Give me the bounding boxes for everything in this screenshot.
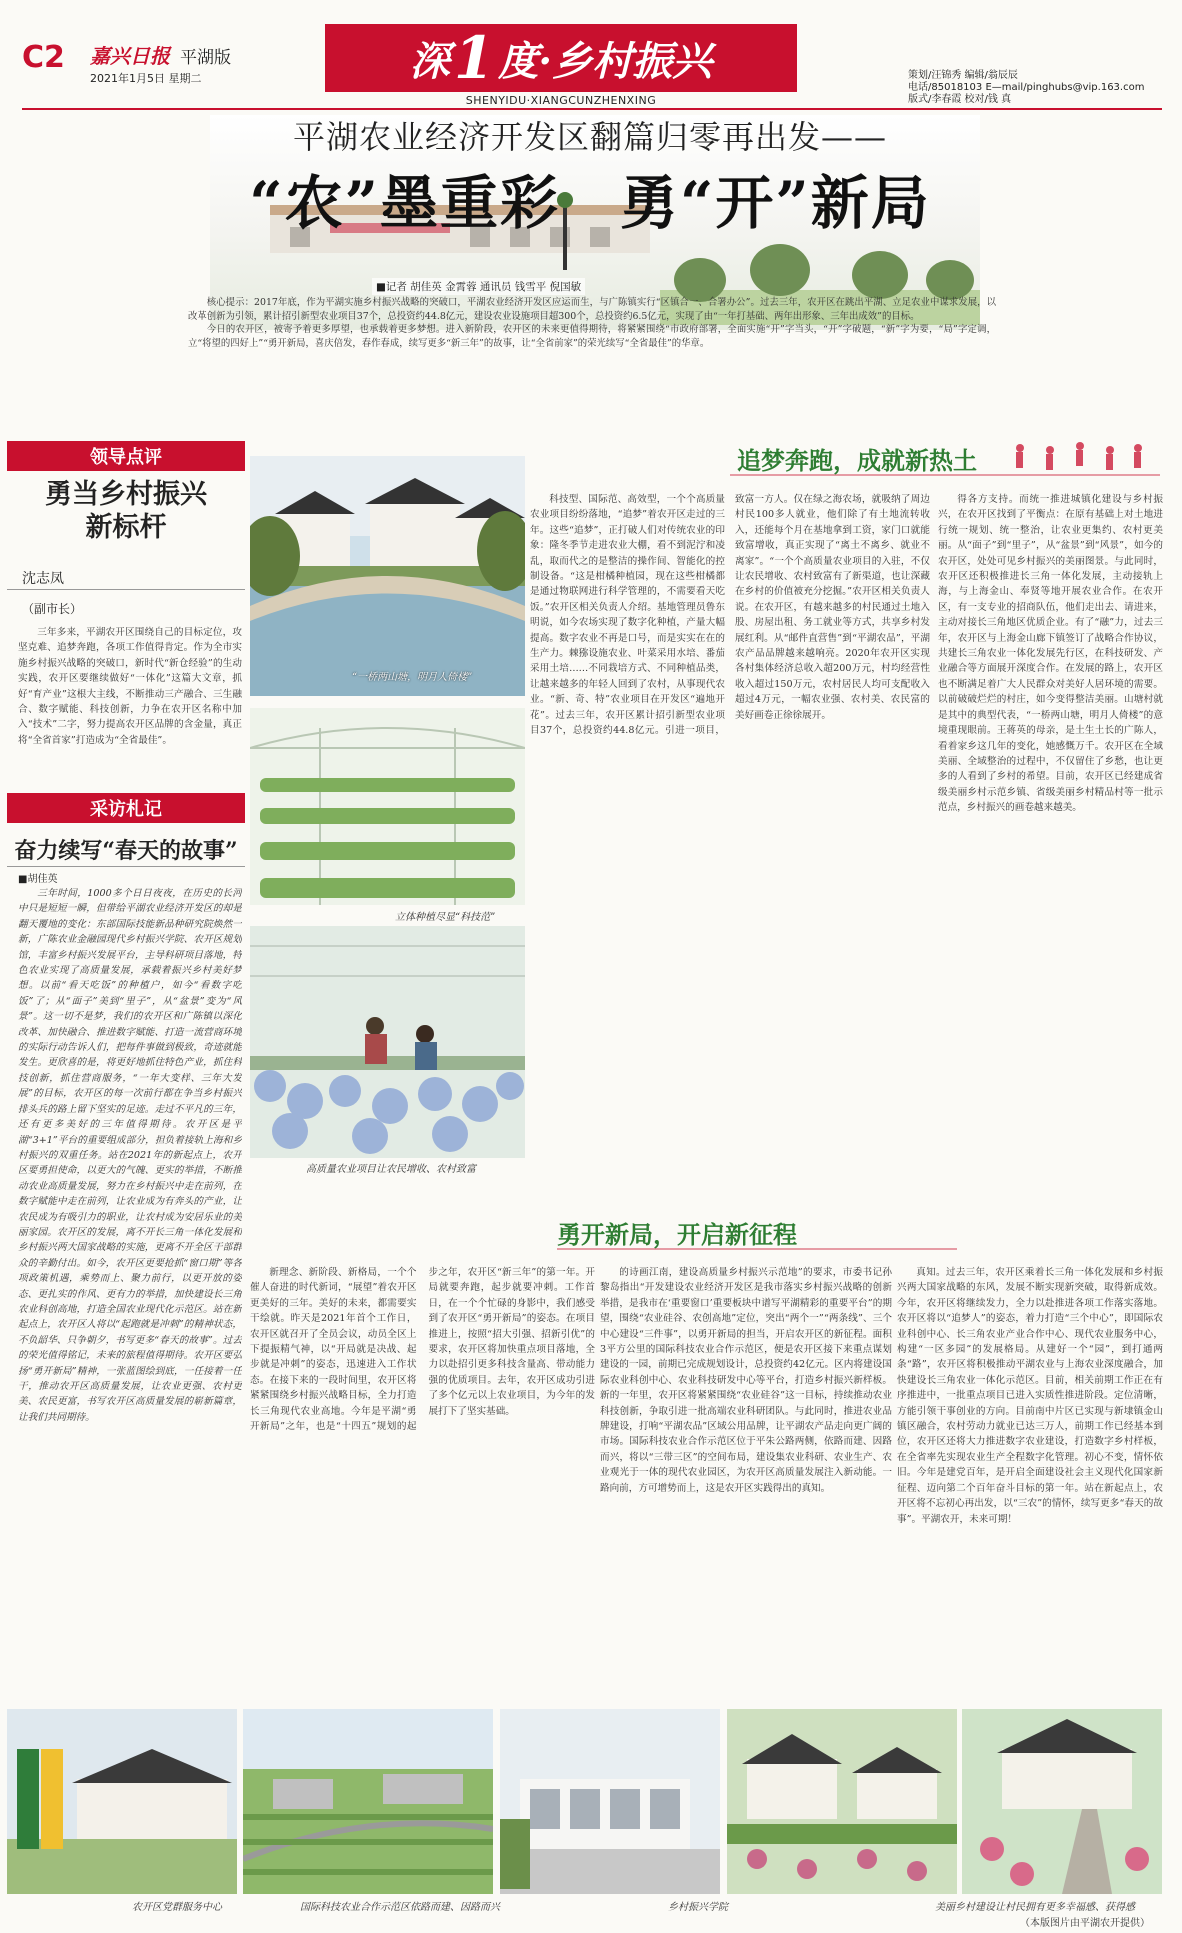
photo-party-service-center xyxy=(7,1709,237,1894)
photo-rural-academy xyxy=(500,1709,720,1894)
header-rule xyxy=(22,108,1162,110)
headline-main: “农”墨重彩 勇“开”新局 xyxy=(249,169,931,237)
article1-body xyxy=(18,625,242,785)
banner-pinyin: SHENYIDU·XIANGCUNZHENXING xyxy=(465,94,657,107)
photo-village-road xyxy=(962,1709,1162,1894)
photo-demo-zone xyxy=(243,1709,493,1894)
headline-kicker: 平湖农业经济开发区翻篇归零再出发—— xyxy=(292,118,887,156)
caption-bottom2: 国际科技农业合作示范区依路而建、因路而兴 xyxy=(300,1902,500,1913)
section-b-body-text: 新理念、新阶段、新格局，一个个催人奋进的时代新词，“展望”着农开区更美好的三年。美好的未来，都需要实干绘就。昨天是2021年首个工作日，农开区就召开了全员会议，动员全区上下提振精气神，以“开局就是决战、起步就是冲刺”的姿态，迅速进入工作状态。在接下来的一段时间里，农开区将紧紧围绕乡村振兴战略目标，全力打造长三角现代农业高地。今年是平湖“勇开新局”之年，也是“十四五”规划的起步之年，农开区“新三年”的第一年。开局就要奔跑，起步就要冲刺。工作首日，在一个个忙碌的身影中，我们感受到了农开区“勇开新局”的姿态。在项目推进上，按照“招大引强、招新引优”的要求，农开区将加快重点项目落地，全力以赴招引更多科技含量高、带动能力强的优质项目。去年，农开区成功引进了多个亿元以上农业项目，为今年的发展打下了坚实基础。 xyxy=(250,1267,595,1433)
credits xyxy=(908,70,1144,106)
section-b-title: 勇开新局，开启新征程 xyxy=(557,1221,797,1249)
section-a-title: 追梦奔跑，成就新热土 xyxy=(737,447,977,475)
section-label-leader xyxy=(7,441,245,471)
summary-p1: 核心提示：2017年底，作为平湖实施乡村振兴战略的突破口，平湖农业经济开发区应运而生，与广陈镇实行“区镇合一、合署办公”。过去三年，农开区在跳出平湖、立足农业中谋求发展，以改革创新为引领，累计招引新型农业项目37个，总投资约44.8亿元，建设农业设施项目超300个，总投资约6.5亿元，实现了由“一年打基础、两年出形象、三年出成效”的目标。 xyxy=(188,297,996,322)
section-a-body-2 xyxy=(938,492,1163,1216)
article2-author: ■胡佳英 xyxy=(18,874,58,885)
photo-credit: （本版图片由平湖农开提供） xyxy=(1020,1918,1150,1929)
credits-line-2: 电话/85018103 E—mail/pinghubs@vip.163.com xyxy=(908,82,1145,93)
article1-title xyxy=(7,478,245,544)
article1-title-line2: 新标杆 xyxy=(85,512,167,543)
section-a-body2-text: 得各方支持。而统一推进城镇化建设与乡村振兴，在农开区找到了平衡点：在原有基础上对土地进行统一规划、统一整治，让农业更集约、农村更美丽。从“面子”到“里子”，从“盆景”到“风景”，如今的农开区，处处可见乡村振兴的美丽图景。与此同时，农开区还积极推进长三角一体化发展，主动接轨上海，与上海金山、奉贤等地开展农业合作。在农开区，有一支专业的招商队伍，他们走出去、请进来，主动对接长三角地区优质企业。有了“融”力，过去三年，农开区与上海金山廊下镇签订了战略合作协议，共建长三角农业一体化发展先行区，在科技研发、产业融合等方面展开深度合作。在发展的路上，农开区也不断满足着广大人民群众对美好人居环境的需要。以前破破烂烂的村庄，如今变得整洁美丽。山塘村就是其中的典型代表，“一桥两山塘，明月人倚楼”的意境重现眼前。王蒋英的母亲，是土生土长的广陈人，看着家乡这几年的变化，她感慨万千。农开区在全域美丽、全域整治的过程中，不仅留住了乡愁，也让更多的人看到了乡村的希望。目前，农开区已经建成省级美丽乡村示范乡镇、省级美丽乡村精品村等一批示范点，乡村振兴的画卷越来越美。 xyxy=(938,494,1163,814)
photo-bridge-village xyxy=(250,456,525,696)
article1-title-line1: 勇当乡村振兴 xyxy=(45,479,207,510)
page-number: C2 xyxy=(22,40,65,75)
credits-line-1: 策划/汪锦秀 编辑/翁辰辰 xyxy=(908,70,1018,81)
caption-bottom3: 乡村振兴学院 xyxy=(668,1902,728,1913)
summary-block xyxy=(188,296,996,376)
headline-byline: ■记者 胡佳英 金霄蓉 通讯员 钱雪平 倪国敏 xyxy=(372,278,585,295)
section-label-notes xyxy=(7,793,245,823)
section-b-body-3 xyxy=(897,1265,1163,1705)
section-b-body xyxy=(250,1265,595,1705)
section-a-body xyxy=(530,492,930,1216)
photo-beautiful-village xyxy=(727,1709,957,1894)
article2-body xyxy=(18,886,242,1662)
section-b-body-2 xyxy=(600,1265,892,1705)
banner-title-pre: 深 xyxy=(409,37,450,85)
caption-photo1: “一桥两山塘，明月人倚楼” xyxy=(352,672,473,683)
summary-p2: 今日的农开区，被寄予着更多厚望，也承载着更多梦想。进入新阶段，农开区的未来更值得期待，将紧紧围绕“市政府部署，全面实施“开”字当头，“开”字破题，“新”字为要，“局”字定调，立“将望的四好上”“勇开新局，喜庆倍发，春作春成，续写更多“新三年”的故事，让“全省前家”的荣光续写“全省最佳”的华章。 xyxy=(188,324,996,349)
photo-hydrangea-farm xyxy=(250,926,525,1158)
section-a-body-text: 科技型、国际范、高效型，一个个高质量农业项目纷纷落地，“追梦”着农开区走过的三年。这些“追梦”，正打破人们对传统农业的印象：隆冬季节走进农业大棚，看不到泥泞和凌乱，取而代之的是整洁的操作间、智能化的控制设备。“这是柑橘种植园，现在这些柑橘都是通过物联网进行科学管理的，不需要看天吃饭。”农开区相关负责人介绍。基地管理员鲁东明说，如今农场实现了数字化种植，产量大幅提高。数字农业不再是口号，而是实实在在的生产力。棘猕设施农业、叶菜采用水培、番茄采用土培……不同栽培方式、不同种植品类，让越来越多的年轻人回到了农村，从事现代农业。“新、奇、特”农业项目在开发区“遍地开花”。过去三年，农开区累计招引新型农业项目37个，总投资约44.8亿元。引进一项目，致富一方人。仅在绿之海农场，就吸纳了周边村民100多人就业，他们除了有土地流转收入，还能每个月在基地拿到工资，家门口就能致富增收，真正实现了“离土不离乡、就业不离家”。“一个个高质量农业项目的入驻，不仅让农民增收、农村致富有了新渠道，也让深藏在乡村的价值被充分挖掘。”农开区相关负责人说。在农开区，有越来越多的村民通过土地入股、房屋出租、务工就业等方式，共享乡村发展红利。从“邮件直营售”到“平湖农品”，平湖农产品品牌越来越响亮。2020年农开区实现各村集体经济总收入超200万元，村均经营性收入超过150万元，农村居民人均可支配收入超过4万元，一幅农业强、农村美、农民富的美好画卷正徐徐展开。 xyxy=(530,494,930,737)
article1-author: 沈志凤 xyxy=(22,571,64,587)
page-header xyxy=(0,0,1182,108)
paper-edition: 平湖版 xyxy=(180,48,231,68)
banner-title-post: 度·乡村振兴 xyxy=(498,37,713,85)
divider-left-2 xyxy=(7,866,245,867)
article2-body-text: 三年时间，1000多个日日夜夜，在历史的长河中只是短短一瞬，但带给平湖农业经济开发区的却是翻天覆地的变化：东部国际技能新品种研究院焕然一新，广陈农业金融园现代乡村振兴学院、农开区规划馆，丰富乡村振兴发展平台，主导科研项目落地，特色农业实现了高质量发展，承载着振兴乡村美好梦想。以前“看天吃饭”的种植户，如今“看数字吃饭”了；从“面子”美到“里子”，从“盆景”变为“风景”。这一切不是梦，我们的农开区和广陈镇以深化改革、加快融合、推进数字赋能、打造一流营商环境的实际行动告诉人们，把每件事做到极致，奇迹就能发生。更欣喜的是，将更好地抓住特色产业，抓住科技创新，抓住营商服务，“一年大变样、三年大发展”的目标，农开区的每一次前行都在争当乡村振兴排头兵的路上留下坚实的足迹。走过不平凡的三年，还有更多美好的三年值得期待。农开区是平湖“3+1”平台的重要组成部分，担负着接轨上海和乡村振兴的双重任务。站在2021年的新起点上，农开区要勇担使命，以更大的气魄、更实的举措，不断推动农业高质量发展，努力在乡村振兴中走在前列，在数字赋能中走在前列，让农业成为有奔头的产业，让农民成为有吸引力的职业，让农村成为安居乐业的美丽家园。农开区的发展，离不开长三角一体化发展和乡村振兴两大国家战略的实施，更离不开全区干部群众的辛勤付出。如今，农开区更要抢抓“窗口期”等各项政策机遇，乘势而上、聚力前行，以更开放的姿态、更扎实的作风、更有力的举措，加快建设长三角农业科创高地，打造全国农业现代化示范区。站在新起点上，农开区人将以“起跑就是冲刺”的精神状态，不负韶华、只争朝夕，书写更多“春天的故事”。过去的荣光值得铭记，未来的旅程值得期待。农开区要弘扬“勇开新局”精神，一张蓝图绘到底，一任接着一任干，推动农开区高质量发展，让农业更强、农村更美、农民更富，书写农开区高质量发展的崭新篇章，让我们共同期待。 xyxy=(18,888,242,1423)
divider-left-1 xyxy=(7,589,245,590)
credits-line-3: 版式/李春霞 校对/钱 真 xyxy=(908,94,1012,105)
caption-bottom4: 美丽乡村建设让村民拥有更多幸福感、获得感 xyxy=(935,1902,1135,1913)
caption-bottom1: 农开区党群服务中心 xyxy=(132,1902,222,1913)
caption-photo2: 立体种植尽显“科技范” xyxy=(395,912,496,923)
paper-name: 嘉兴日报 xyxy=(90,44,170,68)
section-label-leader-text: 领导点评 xyxy=(90,447,162,468)
article1-body-text: 三年多来，平湖农开区围绕自己的目标定位，攻坚克难、追梦奔跑，各项工作值得肯定。作为全市实施乡村振兴战略的突破口，新时代“新仓经验”的生动实践，农开区要继续做好“一体化”这篇大文章，抓好“育产业”这根大主线，不断推动三产融合、三生融合、数字赋能、科技创新，力争在农开区名称中加入“技术”二字，努力提高农开区品牌的含金量，真正将“全省首家”打造成为“全省最佳”。 xyxy=(18,627,242,746)
photo-greenhouse xyxy=(250,708,525,905)
section-b-body3-text: 真知。过去三年，农开区乘着长三角一体化发展和乡村振兴两大国家战略的东风，发展不断实现新突破，取得新成效。今年，农开区将继续发力，全力以赴推进各项工作落实落地。农开区将以“追梦人”的姿态，着力打造“三个中心”，即国际农业科创中心、长三角农业产业合作中心、现代农业服务中心，构建“一区多园”的发展格局。从建好一个“园”，到打通两条“路”，农开区将积极推动平湖农业与上海农业深度融合，加快建设长三角农业一体化示范区。目前，相关前期工作正在有序推进中，一批重点项目已进入实质性推进阶段。定位清晰，方能引领干事创业的方向。目前南中片区已实现与新埭镇金山镇区融合，农村劳动力就业已达三万人，前期工作已经基本到位，农开区还将大力推进数字农业建设，打造数字乡村样板，在全省率先实现农业生产全程数字化管理。初心不变，情怀依旧。今年是建党百年，是开启全面建设社会主义现代化国家新征程、迈向第二个百年奋斗目标的第一年。站在新起点上，农开区将不忘初心再出发，以“三农”的情怀，续写更多“春天的故事”。平湖农开，未来可期！ xyxy=(897,1267,1163,1525)
section-label-notes-text: 采访札记 xyxy=(90,799,162,820)
caption-photo3: 高质量农业项目让农民增收、农村致富 xyxy=(306,1164,476,1175)
page-date: 2021年1月5日 星期二 xyxy=(90,72,202,85)
section-b-rule xyxy=(557,1248,957,1250)
banner-box xyxy=(325,24,797,92)
banner-title-num: 1 xyxy=(453,24,495,92)
article1-role: （副市长） xyxy=(22,602,83,616)
article2-title: 奋力续写“春天的故事” xyxy=(14,838,238,864)
section-b-body2-text: 的诗画江南，建设高质量乡村振兴示范地”的要求，市委书记孙黎岛指出“开发建设农业经济开发区是我市落实乡村振兴战略的创新举措，是我市在‘重要窗口’重要板块中谱写平湖精彩的重要平台”的期望，围绕“农业硅谷、农创高地”定位，突出“两个一”“两条线”、三个中心建设“三件事”，以勇开新局的担当，开启农开区的新征程。面积3平方公里的国际科技农业合作示范区，便是农开区接下来重点谋划建设的一园，前期已完成规划设计，总投资约42亿元。区内将建设国际农业科创中心、农业科技研发中心等平台，打造乡村振兴新样板。新的一年里，农开区将紧紧围绕“农业硅谷”这一目标，持续推动农业科技创新，争取引进一批高端农业科研团队。与此同时，推进农业品牌建设，打响“平湖农品”区域公用品牌，让平湖农产品走向更广阔的市场。国际科技农业合作示范区位于平朱公路两侧，依路而建、因路而兴，将以“三带三区”的空间布局，建设集农业科研、农业生产、农业观光于一体的现代农业园区，为农开区高质量发展注入新动能。一路向前，方可增势而上，这是农开区实践得出的真知。 xyxy=(600,1267,892,1494)
